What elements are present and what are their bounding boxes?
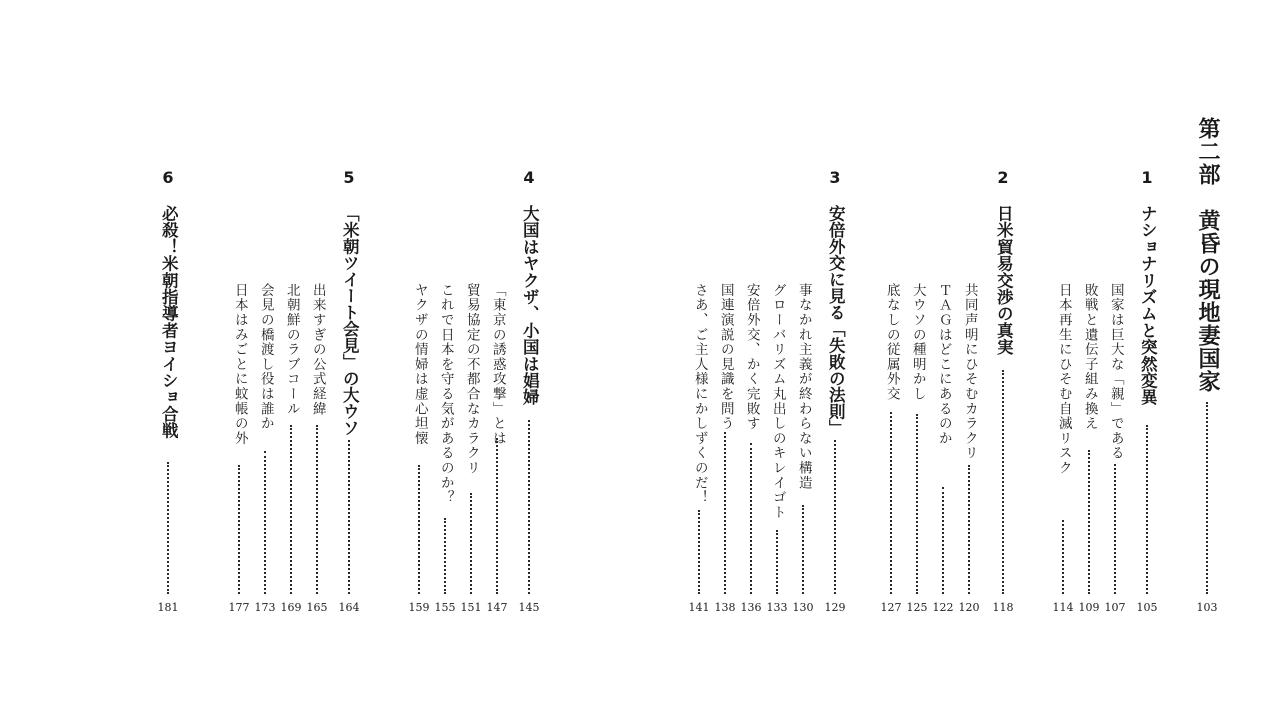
- page-number: 122: [932, 601, 954, 614]
- section-2-1: [955, 0, 983, 707]
- leader-dots: [1062, 520, 1064, 594]
- section-title: ヤクザの情婦は虚心坦懐: [411, 283, 428, 446]
- chapter-title: 大国はヤクザ、小国は娼婦: [520, 205, 540, 406]
- page-number: 159: [408, 601, 430, 614]
- section-title: 安倍外交、かく完敗す: [743, 283, 760, 431]
- section-1-3: [1049, 0, 1077, 707]
- section-2-4: [877, 0, 905, 707]
- page-number: 127: [880, 601, 902, 614]
- section-3-1: [789, 0, 817, 707]
- section-4-1: [483, 0, 511, 707]
- page-number: 103: [1196, 601, 1218, 614]
- chapter-5: [335, 0, 363, 707]
- section-title: 北朝鮮のラブコール: [283, 283, 300, 417]
- section-title: 国家は巨大な「親」である: [1107, 283, 1124, 461]
- section-3-2: [763, 0, 791, 707]
- page-number: 151: [460, 601, 482, 614]
- section-title: 共同声明にひそむカラクリ: [961, 283, 978, 461]
- leader-dots: [968, 465, 970, 594]
- section-title: グローバリズム丸出しのキレイゴト: [769, 283, 786, 520]
- page-number: 147: [486, 601, 508, 614]
- page-number: 138: [714, 601, 736, 614]
- chapter-title: 「米朝ツイート会見」の大ウソ: [340, 205, 360, 436]
- leader-dots: [316, 425, 318, 594]
- section-title: 底なしの従属外交: [883, 283, 900, 402]
- part-heading: [1193, 0, 1221, 707]
- section-4-4: [405, 0, 433, 707]
- section-title: 大ウソの種明かし: [909, 283, 926, 402]
- page-number: 173: [254, 601, 276, 614]
- section-2-2: [929, 0, 957, 707]
- page-number: 118: [992, 601, 1014, 614]
- section-3-5: [685, 0, 713, 707]
- chapter-6: [154, 0, 182, 707]
- page-number: 177: [228, 601, 250, 614]
- leader-dots: [528, 420, 530, 594]
- page-number: 141: [688, 601, 710, 614]
- leader-dots: [1002, 370, 1004, 594]
- leader-dots: [470, 493, 472, 594]
- chapter-title: 日米貿易交渉の真実: [994, 205, 1014, 356]
- page-number: 164: [338, 601, 360, 614]
- chapter-number: 1: [1141, 168, 1153, 187]
- leader-dots: [238, 465, 240, 594]
- page-number: 155: [434, 601, 456, 614]
- page-number: 114: [1052, 601, 1074, 614]
- part-title: 第二部 黄昏の現地妻国家: [1195, 117, 1220, 393]
- leader-dots: [942, 487, 944, 594]
- section-title: 敗戦と遺伝子組み換え: [1081, 283, 1098, 431]
- section-3-4: [711, 0, 739, 707]
- section-2-3: [903, 0, 931, 707]
- leader-dots: [1206, 402, 1208, 594]
- section-title: 「東京の誘惑攻撃」とは: [489, 283, 506, 446]
- section-title: 事なかれ主義が終わらない構造: [795, 283, 812, 491]
- leader-dots: [916, 414, 918, 594]
- chapter-4: [515, 0, 543, 707]
- page-number: 129: [824, 601, 846, 614]
- leader-dots: [724, 432, 726, 594]
- leader-dots: [167, 462, 169, 594]
- section-1-1: [1101, 0, 1129, 707]
- leader-dots: [890, 412, 892, 594]
- chapter-1: [1133, 0, 1161, 707]
- chapter-3: [821, 0, 849, 707]
- section-title: 出来すぎの公式経緯: [309, 283, 326, 417]
- page-number: 130: [792, 601, 814, 614]
- page-number: 136: [740, 601, 762, 614]
- chapter-title: ナショナリズムと突然変異: [1138, 205, 1158, 406]
- section-5-1: [303, 0, 331, 707]
- page-number: 105: [1136, 601, 1158, 614]
- page-number: 181: [157, 601, 179, 614]
- leader-dots: [290, 425, 292, 594]
- leader-dots: [348, 440, 350, 594]
- leader-dots: [444, 518, 446, 594]
- section-5-3: [251, 0, 279, 707]
- chapter-number: 5: [343, 168, 355, 187]
- leader-dots: [1146, 425, 1148, 594]
- section-title: 貿易協定の不都合なカラクリ: [463, 283, 480, 476]
- leader-dots: [1114, 464, 1116, 594]
- section-4-3: [431, 0, 459, 707]
- page-number: 120: [958, 601, 980, 614]
- chapter-title: 安倍外交に見る「失敗の法則」: [826, 205, 846, 436]
- section-4-2: [457, 0, 485, 707]
- section-title: これで日本を守る気があるのか？: [437, 283, 454, 505]
- chapter-number: 4: [523, 168, 535, 187]
- section-title: ＴＡＧはどこにあるのか: [935, 283, 952, 446]
- leader-dots: [750, 443, 752, 594]
- page-number: 133: [766, 601, 788, 614]
- leader-dots: [834, 440, 836, 594]
- leader-dots: [776, 530, 778, 594]
- leader-dots: [264, 451, 266, 594]
- section-title: さあ、ご主人様にかしずくのだ！: [691, 283, 708, 505]
- section-title: 国連演説の見識を問う: [717, 283, 734, 431]
- chapter-number: 2: [997, 168, 1009, 187]
- section-5-4: [225, 0, 253, 707]
- section-title: 日本はみごとに蚊帳の外: [231, 283, 248, 446]
- section-title: 会見の橋渡し役は誰か: [257, 283, 274, 431]
- page-number: 169: [280, 601, 302, 614]
- leader-dots: [418, 465, 420, 594]
- section-title: 日本再生にひそむ自滅リスク: [1055, 283, 1072, 476]
- leader-dots: [496, 438, 498, 594]
- page-number: 165: [306, 601, 328, 614]
- page-number: 109: [1078, 601, 1100, 614]
- section-5-2: [277, 0, 305, 707]
- page-number: 145: [518, 601, 540, 614]
- chapter-2: [989, 0, 1017, 707]
- leader-dots: [1088, 450, 1090, 594]
- page-number: 125: [906, 601, 928, 614]
- leader-dots: [802, 505, 804, 594]
- section-1-2: [1075, 0, 1103, 707]
- leader-dots: [698, 510, 700, 594]
- chapter-number: 3: [829, 168, 841, 187]
- section-3-3: [737, 0, 765, 707]
- page-number: 107: [1104, 601, 1126, 614]
- chapter-title: 必殺！米朝指導者ヨイショ合戦: [159, 205, 179, 439]
- chapter-number: 6: [162, 168, 174, 187]
